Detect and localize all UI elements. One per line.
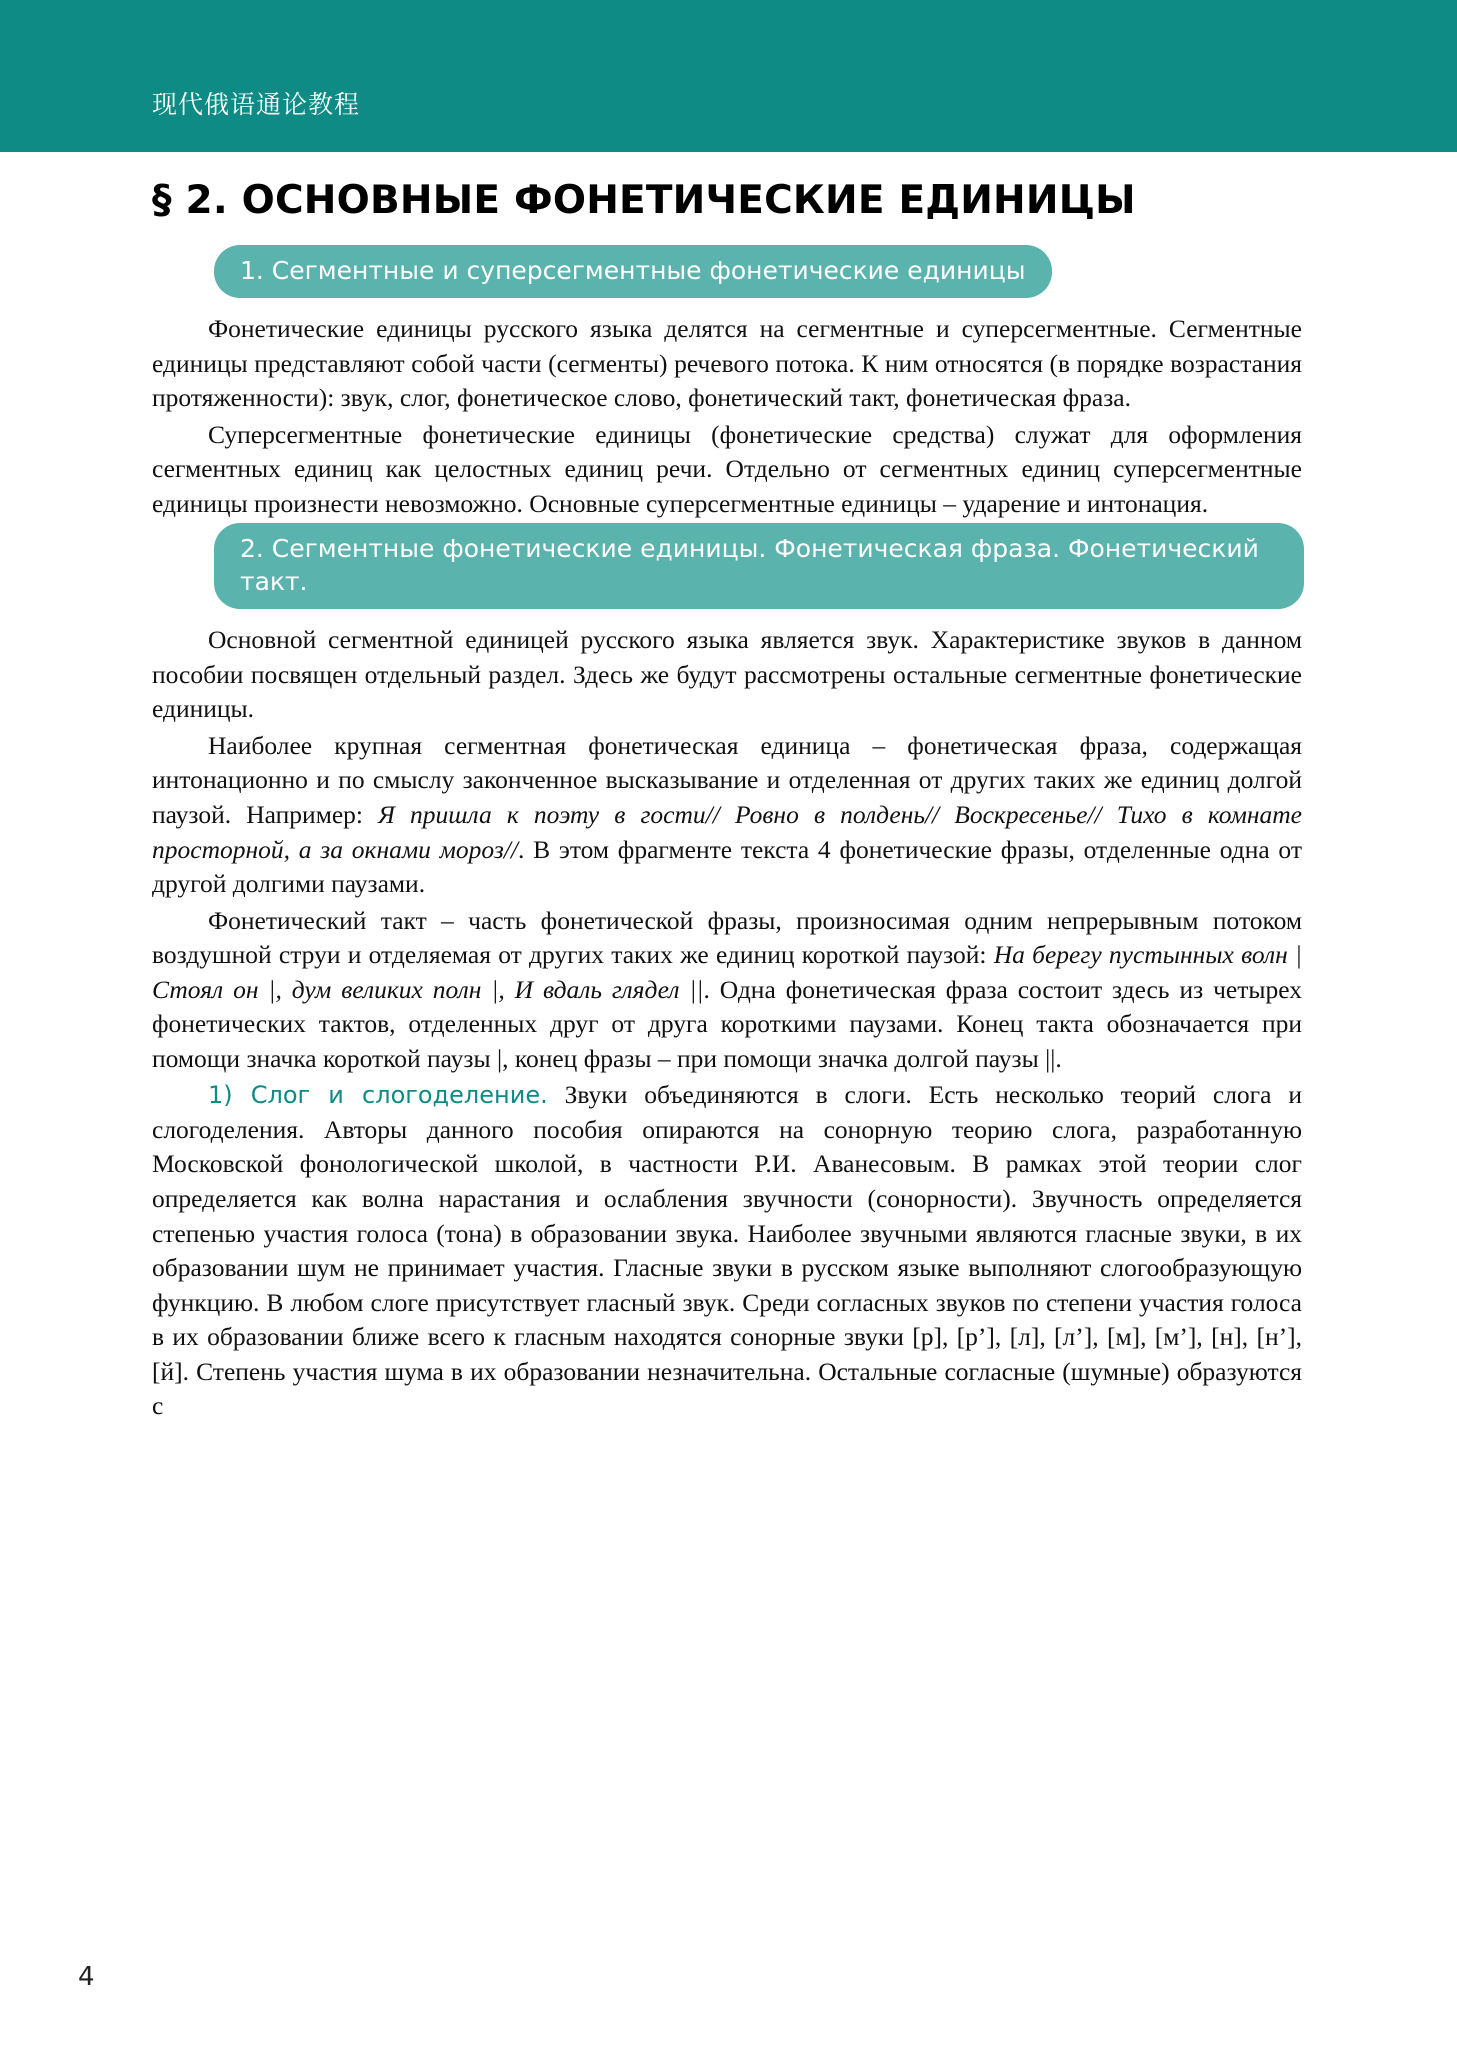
- paragraph-phonetic-phrase: [152, 729, 1302, 902]
- example-italic: На берегу пустынных волн | Стоял он |, дум великих полн |, И вдаль глядел ||: [152, 940, 1303, 1004]
- text-tail: . Одна фонетическая фраза состоит здесь из четырех фонетических тактов, отделенных друг от друга короткими паузами. Конец такта обозначается при помощи значка короткой паузы |, конец фразы – при помощи значка долгой паузы ||.: [152, 974, 1302, 1073]
- example-italic: Я пришла к поэту в гости// Ровно в полдень// Воскресенье// Тихо в комнате просторной, а за окнами мороз//: [152, 800, 1302, 864]
- subhead-label: 1) Слог и слогоделение.: [208, 1081, 548, 1110]
- header-band: [0, 0, 1457, 152]
- text-lead: Наиболее крупная сегментная фонетическая единица – фонетическая фраза, содержащая интонационно и по смыслу законченное высказывание и отделенная от других таких же единиц долгой паузой. Например:: [152, 730, 1302, 830]
- running-title: 现代俄语通论教程: [152, 90, 361, 119]
- text-tail: . В этом фрагменте текста 4 фонетические фразы, отделенные одна от другой долгими паузами.: [152, 834, 1302, 899]
- subsection-heading-1: 1. Сегментные и суперсегментные фонетические единицы: [214, 245, 1052, 298]
- subsection-heading-2: 2. Сегментные фонетические единицы. Фонетическая фраза. Фонетический такт.: [214, 523, 1304, 609]
- paragraph-phonetic-takt: [152, 904, 1302, 1077]
- paragraph: Фонетические единицы русского языка делятся на сегментные и суперсегментные. Сегментные единицы представляют собой части (сегменты) речевого потока. К ним относятся (в порядке возрастания протяженности): звук, слог, фонетическое слово, фонетический такт, фонетическая фраза.: [152, 314, 1302, 413]
- text-lead: Фонетический такт – часть фонетической фразы, произносимая одним непрерывным потоком воздушной струи и отделяемая от других таких же единиц короткой паузой:: [152, 905, 1302, 970]
- page-title: § 2. ОСНОВНЫЕ ФОНЕТИЧЕСКИЕ ЕДИНИЦЫ: [152, 178, 1136, 223]
- paragraph: Суперсегментные фонетические единицы (фонетические средства) служат для оформления сегментных единиц как целостных единиц речи. Отдельно от сегментных единиц суперсегментные единицы произнести невозможно. Основные суперсегментные единицы – ударение и интонация.: [152, 419, 1302, 518]
- text-body: Звуки объединяются в слоги. Есть несколько теорий слога и слогоделения. Авторы данного пособия опираются на сонорную теорию слога, разработанную Московской фонологической школой, в частности Р.И. Аванесовым. В рамках этой теории слог определяется как волна нарастания и ослабления звучности (сонорности). Звучность определяется степенью участия голоса (тона) в образовании звука. Наиболее звучными являются гласные звуки, в их образовании шум не принимает участия. Гласные звуки в русском языке выполняют слогообразующую функцию. В любом слоге присутствует гласный звук. Среди согласных звуков по степени участия голоса в их образовании ближе всего к гласным находятся сонорные звуки [р], [р’], [л], [л’], [м], [м’], [н], [н’], [й]. Степень участия шума в их образовании незначительна. Остальные согласные (шумные) образуются с: [152, 1080, 1302, 1421]
- paragraph: Основной сегментной единицей русского языка является звук. Характеристике звуков в данном пособии посвящен отдельный раздел. Здесь же будут рассмотрены остальные сегментные фонетические единицы.: [152, 625, 1302, 724]
- page-number: 4: [78, 1962, 95, 1992]
- paragraph-syllable: [152, 1078, 1302, 1423]
- page-content: [152, 178, 1302, 1426]
